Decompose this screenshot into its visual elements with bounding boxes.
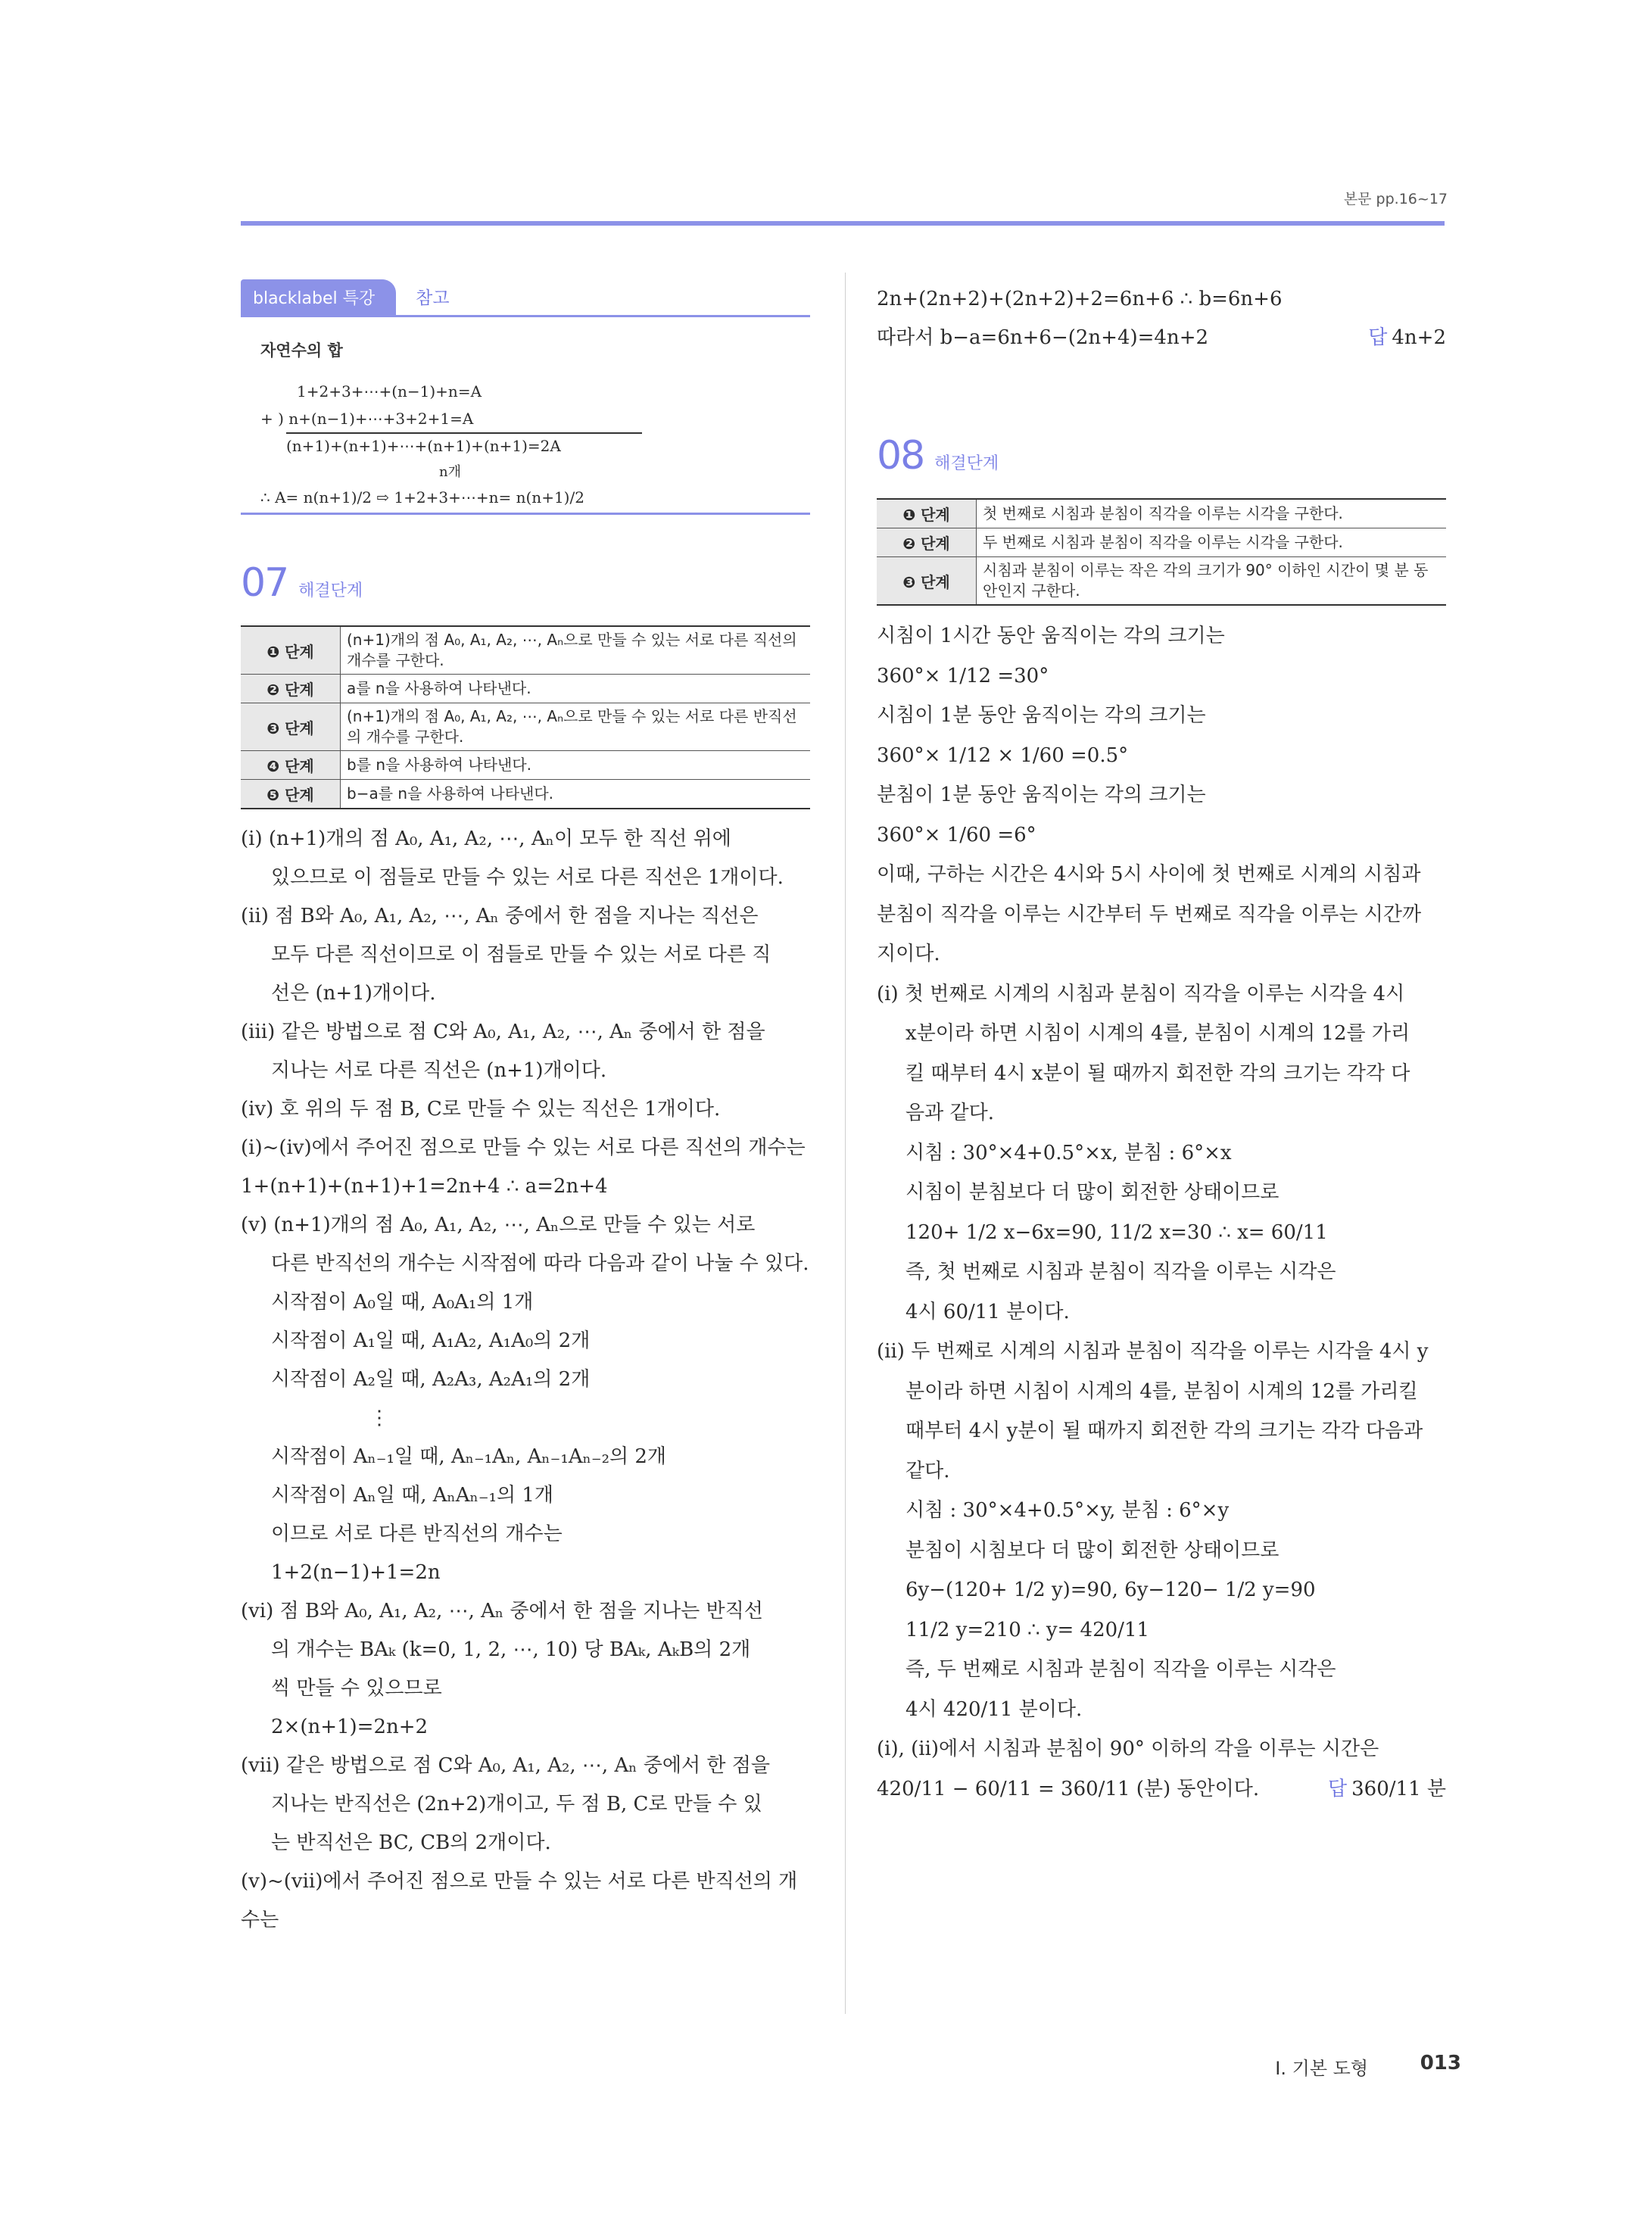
step-label: ❶ 단계 <box>241 626 341 675</box>
solution-line: 다른 반직선의 개수는 시작점에 따라 다음과 같이 나눌 수 있다. <box>271 1252 809 1275</box>
solution-line: (ⅰ), (ⅱ)에서 시침과 분침이 90° 이하의 각을 이루는 시간은 <box>877 1738 1379 1760</box>
solution-line: 의 개수는 BAₖ (k=0, 1, 2, ⋯, 10) 당 BAₖ, AₖB의 2개 <box>271 1638 751 1661</box>
solution-line: 시작점이 A₂일 때, A₂A₃, A₂A₁의 2개 <box>271 1368 591 1391</box>
solution-line: 360°× 1/12 =30° <box>877 664 1049 687</box>
solution-line: 수는 <box>241 1909 279 1931</box>
solution-line: 분이라 하면 시침이 시계의 4를, 분침이 시계의 12를 가리킬 <box>905 1379 1418 1403</box>
solution-line: 씩 만들 수 있으므로 <box>271 1677 442 1700</box>
solution-line: ⋮ <box>369 1407 389 1429</box>
solution-line: (ⅱ) 두 번째로 시계의 시침과 분침이 직각을 이루는 시각을 4시 y <box>877 1340 1429 1363</box>
step-description: b를 n을 사용하여 나타낸다. <box>341 751 811 780</box>
sum-line: 1+2+3+⋯+(n−1)+n=A <box>297 382 482 401</box>
solution-line: 모두 다른 직선이므로 이 점들로 만들 수 있는 서로 다른 직 <box>271 943 771 966</box>
problem-number: 08 <box>877 433 924 478</box>
solution-line: 시작점이 A₁일 때, A₁A₂, A₁A₀의 2개 <box>271 1329 591 1352</box>
solution-line: (ⅳ) 호 위의 두 점 B, C로 만들 수 있는 직선은 1개이다. <box>241 1098 721 1121</box>
solution-line: 360°× 1/60 =6° <box>877 823 1036 846</box>
answer-label: 답 <box>1368 326 1388 349</box>
solution-line: 선은 (n+1)개이다. <box>271 982 436 1005</box>
blacklabel-title: 자연수의 합 <box>260 341 343 360</box>
solution-line: 지나는 서로 다른 직선은 (n+1)개이다. <box>271 1059 607 1082</box>
step-description: 시침과 분침이 이루는 작은 각의 크기가 90° 이하인 시간이 몇 분 동안인지 구한다. <box>977 557 1447 606</box>
problem-08-solution <box>877 616 1446 1809</box>
step-label: ❷ 단계 <box>877 528 977 557</box>
solution-line: 시침이 1분 동안 움직이는 각의 크기는 <box>877 704 1206 727</box>
page-reference: 본문 pp.16~17 <box>1343 191 1448 207</box>
column-divider <box>845 273 846 2014</box>
blacklabel-body <box>241 317 810 515</box>
step-description: 두 번째로 시침과 분침이 직각을 이루는 시각을 구한다. <box>977 528 1447 557</box>
problem-08-heading <box>877 433 1446 478</box>
problem-label: 해결단계 <box>298 581 363 600</box>
solution-line: 시침이 분침보다 더 많이 회전한 상태이므로 <box>905 1181 1280 1204</box>
solution-line: 2n+(2n+2)+(2n+2)+2=6n+6 ∴ b=6n+6 <box>877 288 1283 310</box>
step-description: (n+1)개의 점 A₀, A₁, A₂, ⋯, Aₙ으로 만들 수 있는 서로 다른 반직선의 개수를 구한다. <box>341 703 811 751</box>
header-rule <box>241 221 1445 226</box>
solution-line: 같다. <box>905 1459 950 1482</box>
solution-line: 4시 60/11 분이다. <box>905 1300 1070 1323</box>
solution-line: 1+(n+1)+(n+1)+1=2n+4 ∴ a=2n+4 <box>241 1175 608 1198</box>
solution-line: 1+2(n−1)+1=2n <box>271 1561 441 1584</box>
solution-line: 킬 때부터 4시 x분이 될 때까지 회전한 각의 크기는 각각 다 <box>905 1061 1410 1085</box>
solution-line: 즉, 첫 번째로 시침과 분침이 직각을 이루는 시각은 <box>905 1261 1336 1283</box>
step-description: 첫 번째로 시침과 분침이 직각을 이루는 시각을 구한다. <box>977 499 1447 528</box>
answer-value: 4n+2 <box>1392 326 1446 349</box>
solution-line: 지나는 반직선은 (2n+2)개이고, 두 점 B, C로 만들 수 있 <box>271 1793 762 1816</box>
right-column <box>877 280 1446 1809</box>
problem-label: 해결단계 <box>934 454 999 473</box>
problem-number: 07 <box>241 560 288 606</box>
step-description: a를 n을 사용하여 나타낸다. <box>341 675 811 703</box>
solution-line: (ⅰ)~(ⅳ)에서 주어진 점으로 만들 수 있는 서로 다른 직선의 개수는 <box>241 1136 806 1159</box>
solution-line: 있으므로 이 점들로 만들 수 있는 서로 다른 직선은 1개이다. <box>271 866 784 889</box>
sum-underline <box>286 432 642 434</box>
step-label: ❸ 단계 <box>241 703 341 751</box>
solution-line: (ⅴ) (n+1)개의 점 A₀, A₁, A₂, ⋯, Aₙ으로 만들 수 있는 서로 <box>241 1214 756 1236</box>
page-number: 013 <box>1420 2052 1461 2074</box>
solution-line: 360°× 1/12 × 1/60 =0.5° <box>877 743 1129 767</box>
solution-line: x분이라 하면 시침이 시계의 4를, 분침이 시계의 12를 가리 <box>905 1022 1410 1045</box>
solution-line: 지이다. <box>877 943 940 965</box>
solution-line: (ⅰ) (n+1)개의 점 A₀, A₁, A₂, ⋯, Aₙ이 모두 한 직선 위에 <box>241 828 731 850</box>
blacklabel-tag: blacklabel 특강 <box>241 279 396 315</box>
solution-line: 시침 : 30°×4+0.5°×y, 분침 : 6°×y <box>905 1499 1230 1522</box>
count-label: n개 <box>439 464 461 480</box>
solution-line: 분침이 시침보다 더 많이 회전한 상태이므로 <box>905 1538 1280 1562</box>
blacklabel-header <box>241 280 810 317</box>
blacklabel-subtitle: 참고 <box>416 288 450 308</box>
solution-line <box>877 319 1446 357</box>
step-description: b−a를 n을 사용하여 나타낸다. <box>341 780 811 809</box>
solution-line: 이때, 구하는 시간은 4시와 5시 사이에 첫 번째로 시계의 시침과 <box>877 863 1421 886</box>
sum-line: + ) n+(n−1)+⋯+3+2+1=A <box>260 410 474 428</box>
solution-line: 는 반직선은 BC, CB의 2개이다. <box>271 1831 551 1854</box>
table-row <box>877 528 1446 557</box>
table-row <box>877 499 1446 528</box>
step-description: (n+1)개의 점 A₀, A₁, A₂, ⋯, Aₙ으로 만들 수 있는 서로 다른 직선의 개수를 구한다. <box>341 626 811 675</box>
solution-line: 때부터 4시 y분이 될 때까지 회전한 각의 크기는 각각 다음과 <box>905 1420 1423 1442</box>
answer <box>1368 319 1446 357</box>
blacklabel-box <box>241 280 810 515</box>
solution-line: (ⅰ) 첫 번째로 시계의 시침과 분침이 직각을 이루는 시각을 4시 <box>877 982 1405 1005</box>
table-row <box>241 751 810 780</box>
solution-line: 120+ 1/2 x−6x=90, 11/2 x=30 ∴ x= 60/11 <box>905 1220 1328 1244</box>
solution-text: 따라서 b−a=6n+6−(2n+4)=4n+2 <box>877 326 1209 349</box>
sum-result: ∴ A= n(n+1)/2 ⇨ 1+2+3+⋯+n= n(n+1)/2 <box>260 488 584 507</box>
answer-value: 360/11 분 <box>1351 1777 1446 1800</box>
table-row <box>241 626 810 675</box>
solution-line: (ⅴ)~(ⅶ)에서 주어진 점으로 만들 수 있는 서로 다른 반직선의 개 <box>241 1870 798 1893</box>
solution-line: 4시 420/11 분이다. <box>905 1697 1083 1721</box>
solution-line: 분침이 1분 동안 움직이는 각의 크기는 <box>877 784 1206 806</box>
step-label: ❸ 단계 <box>877 557 977 606</box>
problem-07-solution <box>241 820 810 1940</box>
solution-line: 6y−(120+ 1/2 y)=90, 6y−120− 1/2 y=90 <box>905 1579 1316 1601</box>
step-label: ❷ 단계 <box>241 675 341 703</box>
solution-line: 시침이 1시간 동안 움직이는 각의 크기는 <box>877 625 1225 647</box>
solution-line: (ⅱ) 점 B와 A₀, A₁, A₂, ⋯, Aₙ 중에서 한 점을 지나는 직선은 <box>241 905 759 927</box>
table-row <box>241 675 810 703</box>
sum-line: (n+1)+(n+1)+⋯+(n+1)+(n+1)=2A <box>286 437 561 455</box>
solution-line: 2×(n+1)=2n+2 <box>271 1716 429 1738</box>
problem-07-heading <box>241 560 810 606</box>
problem-07-continuation <box>877 280 1446 357</box>
step-label: ❺ 단계 <box>241 780 341 809</box>
table-row <box>241 780 810 809</box>
solution-text: 420/11 − 60/11 = 360/11 (분) 동안이다. <box>877 1777 1260 1800</box>
solution-line: 11/2 y=210 ∴ y= 420/11 <box>905 1618 1150 1641</box>
answer <box>1328 1769 1446 1810</box>
solution-line: 시작점이 Aₙ₋₁일 때, Aₙ₋₁Aₙ, Aₙ₋₁Aₙ₋₂의 2개 <box>271 1445 667 1468</box>
solution-line: 이므로 서로 다른 반직선의 개수는 <box>271 1523 563 1545</box>
solution-line: 시작점이 Aₙ일 때, AₙAₙ₋₁의 1개 <box>271 1484 554 1507</box>
footer-chapter: Ⅰ. 기본 도형 <box>1275 2058 1368 2079</box>
problem-07-steps-table <box>241 625 810 809</box>
solution-line: (ⅵ) 점 B와 A₀, A₁, A₂, ⋯, Aₙ 중에서 한 점을 지나는 반직선 <box>241 1600 763 1622</box>
solution-line: 분침이 직각을 이루는 시간부터 두 번째로 직각을 이루는 시간까 <box>877 902 1422 926</box>
solution-line: (ⅲ) 같은 방법으로 점 C와 A₀, A₁, A₂, ⋯, Aₙ 중에서 한 점을 <box>241 1021 765 1043</box>
solution-line <box>877 1769 1446 1810</box>
solution-line: 음과 같다. <box>905 1102 994 1124</box>
problem-08-steps-table <box>877 498 1446 606</box>
table-row <box>241 703 810 751</box>
table-row <box>877 557 1446 606</box>
step-label: ❶ 단계 <box>877 499 977 528</box>
left-column <box>241 280 810 1940</box>
solution-line: 시침 : 30°×4+0.5°×x, 분침 : 6°×x <box>905 1141 1232 1164</box>
solution-line: (ⅶ) 같은 방법으로 점 C와 A₀, A₁, A₂, ⋯, Aₙ 중에서 한 점을 <box>241 1754 770 1777</box>
solution-line: 시작점이 A₀일 때, A₀A₁의 1개 <box>271 1291 534 1314</box>
answer-label: 답 <box>1328 1777 1348 1800</box>
step-label: ❹ 단계 <box>241 751 341 780</box>
solution-line: 즉, 두 번째로 시침과 분침이 직각을 이루는 시각은 <box>905 1658 1336 1681</box>
